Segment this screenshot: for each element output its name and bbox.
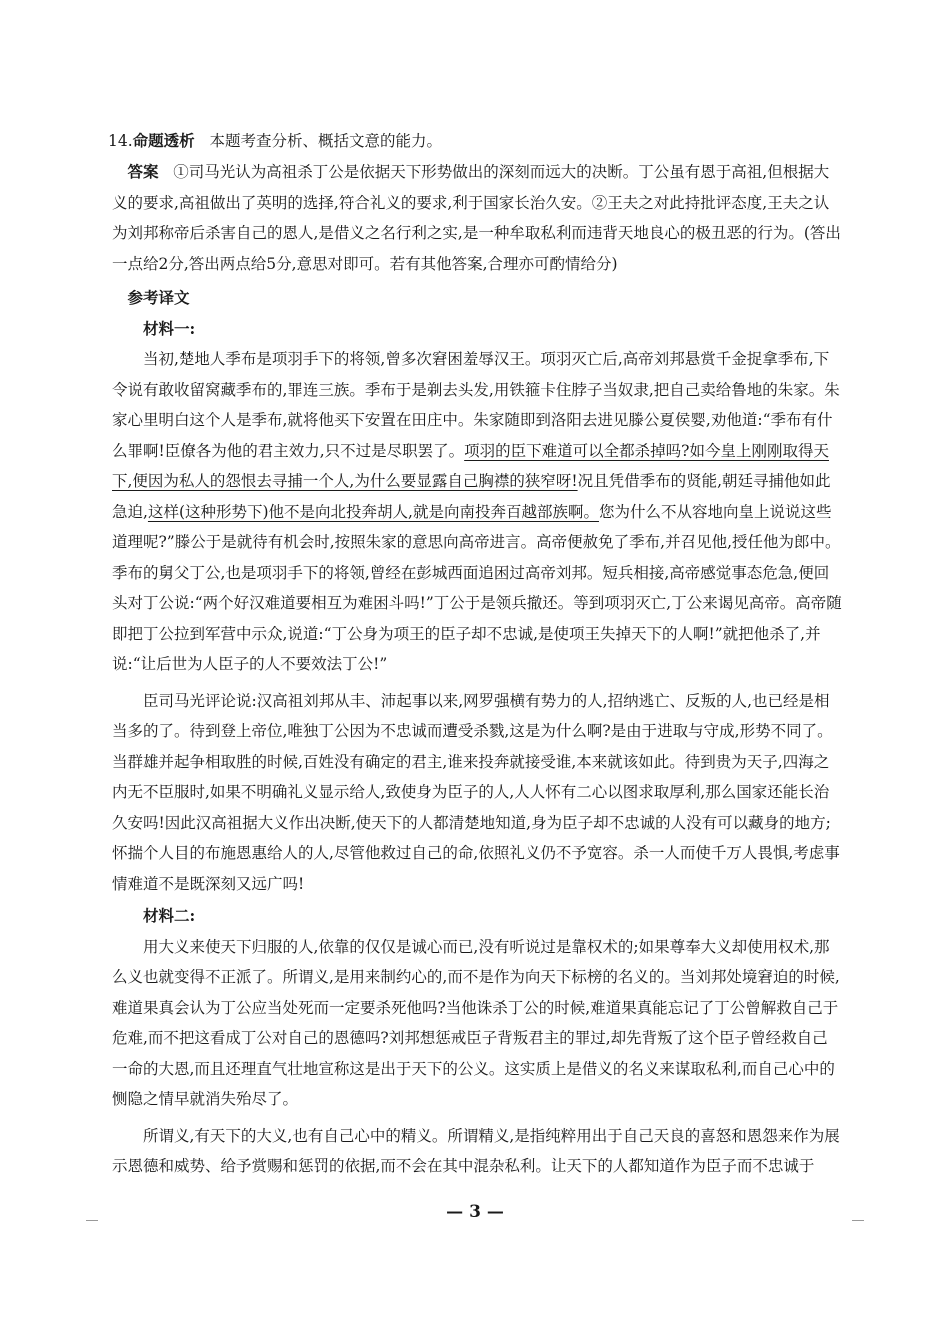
material2-title: 材料二:: [143, 906, 196, 925]
material1-p1-part-c: 您为什么不从容地向皇上说说这些道理呢?”滕公于是就待有机会时,按照朱家的意思向高帝进言。高帝便赦免了季布,并召见他,授任他为郎中。季布的舅父丁公,也是项羽手下的将领,曾经在彭城西面追困过高帝刘邦。短兵相接,高帝感觉事态危急,便回头对丁公说:“两个好汉难道要相互为难困斗吗!”丁公于是领兵撤还。等到项羽灭亡,丁公来谒见高帝。高帝随即把丁公拉到军营中示众,说道:“丁公身为项王的臣子却不忠诚,是使项王失掉天下的人啊!”就把他杀了,并说:“让后世为人臣子的人不要效法丁公!”: [112, 502, 842, 673]
material2-paragraph-1: 用大义来使天下归服的人,依靠的仅仅是诚心而已,没有听说过是靠权术的;如果尊奉大义却使用权术,那么义也就变得不正派了。所谓义,是用来制约心的,而不是作为向天下标榜的名义的。当刘邦处境窘迫的时候,难道果真会认为丁公应当处死而一定要杀死他吗?当他诛杀丁公的时候,难道果真能忘记了丁公曾解救自己于危难,而不把这看成丁公对自己的恩德吗?刘邦想惩戒臣子背叛君主的罪过,却先背叛了这个臣子曾经救自己一命的大恩,而且还理直气壮地宣称这是出于天下的公义。这实质上是借义的名义来谋取私利,而自己心中的恻隐之情早就消失殆尽了。: [112, 937, 840, 1108]
answer-label: 答案: [127, 162, 159, 181]
material2-paragraph-2: 所谓义,有天下的大义,也有自己心中的精义。所谓精义,是指纯粹用出于自己天良的喜怒和恩怨来作为展示恩德和威势、给予赏赐和惩罚的依据,而不会在其中混杂私利。让天下的人都知道作为臣子而不忠诚于: [112, 1126, 840, 1175]
left-margin-mark: [86, 1220, 98, 1221]
material1-paragraph-1: [112, 344, 842, 680]
answer-section: [112, 157, 842, 279]
material1-p1-part-b: 况且凭借季布的贤能,朝廷寻捕他如此急迫,: [112, 472, 831, 521]
material1-title: 材料一:: [143, 318, 196, 338]
material1-p1-underline-1: 项羽的臣下难道可以全都杀掉吗?如今皇上刚刚取得天下,便因为私人的怨恨去寻捕一个人,为什么要显露自己胸襟的狭窄呀!: [112, 441, 829, 490]
question-14-header: [108, 126, 842, 157]
right-margin-mark: [852, 1220, 864, 1221]
material1-p1-underline-2: 这样(这种形势下)他不是向北投奔胡人,就是向南投奔百越部族啊。: [147, 502, 599, 521]
question-label: 命题透析: [132, 131, 195, 150]
question-text: 本题考查分析、概括文意的能力。: [209, 132, 442, 150]
translation-section: [112, 283, 842, 1182]
material1-paragraph-2: 臣司马光评论说:汉高祖刘邦从丰、沛起事以来,网罗强横有势力的人,招纳逃亡、反叛的人,也已经是相当多的了。待到登上帝位,唯独丁公因为不忠诚而遭受杀戮,这是为什么啊?是由于进取与守成,形势不同了。当群雄并起争相取胜的时候,百姓没有确定的君主,谁来投奔就接受谁,本来就该如此。待到贵为天子,四海之内无不臣服时,如果不明确礼义显示给人,致使身为臣子的人,人人怀有二心以图求取厚利,那么国家还能长治久安吗!因此汉高祖据大义作出决断,使天下的人都清楚地知道,身为臣子却不忠诚的人没有可以藏身的地方;怀揣个人目的布施恩惠给人的人,尽管他救过自己的命,依照礼义仍不予宽容。杀一人而使千万人畏惧,考虑事情难道不是既深刻又远广吗!: [112, 691, 840, 893]
answer-text: ①司马光认为高祖杀丁公是依据天下形势做出的深刻而远大的决断。丁公虽有恩于高祖,但根据大义的要求,高祖做出了英明的选择,符合礼义的要求,利于国家长治久安。②王夫之对此持批评态度,王夫之认为刘邦称帝后杀害自己的恩人,是借义之名行利之实,是一种牟取私利而违背天地良心的极丑恶的行为。(答出一点给2分,答出两点给5分,意思对即可。若有其他答案,合理亦可酌情给分): [112, 163, 841, 273]
material1-p1-part-a: 当初,楚地人季布是项羽手下的将领,曾多次窘困羞辱汉王。项羽灭亡后,高帝刘邦悬赏千金捉拿季布,下令说有敢收留窝藏季布的,罪连三族。季布于是剃去头发,用铁箍卡住脖子当奴隶,把自己卖给鲁地的朱家。朱家心里明白这个人是季布,就将他买下安置在田庄中。朱家随即到洛阳去进见滕公夏侯婴,劝他道:“季布有什么罪啊!臣僚各为他的君主效力,只不过是尽职罢了。: [112, 350, 840, 460]
page-number: — 3 —: [446, 1202, 504, 1222]
question-number: 14.: [108, 132, 133, 150]
translation-title: 参考译文: [127, 288, 190, 307]
